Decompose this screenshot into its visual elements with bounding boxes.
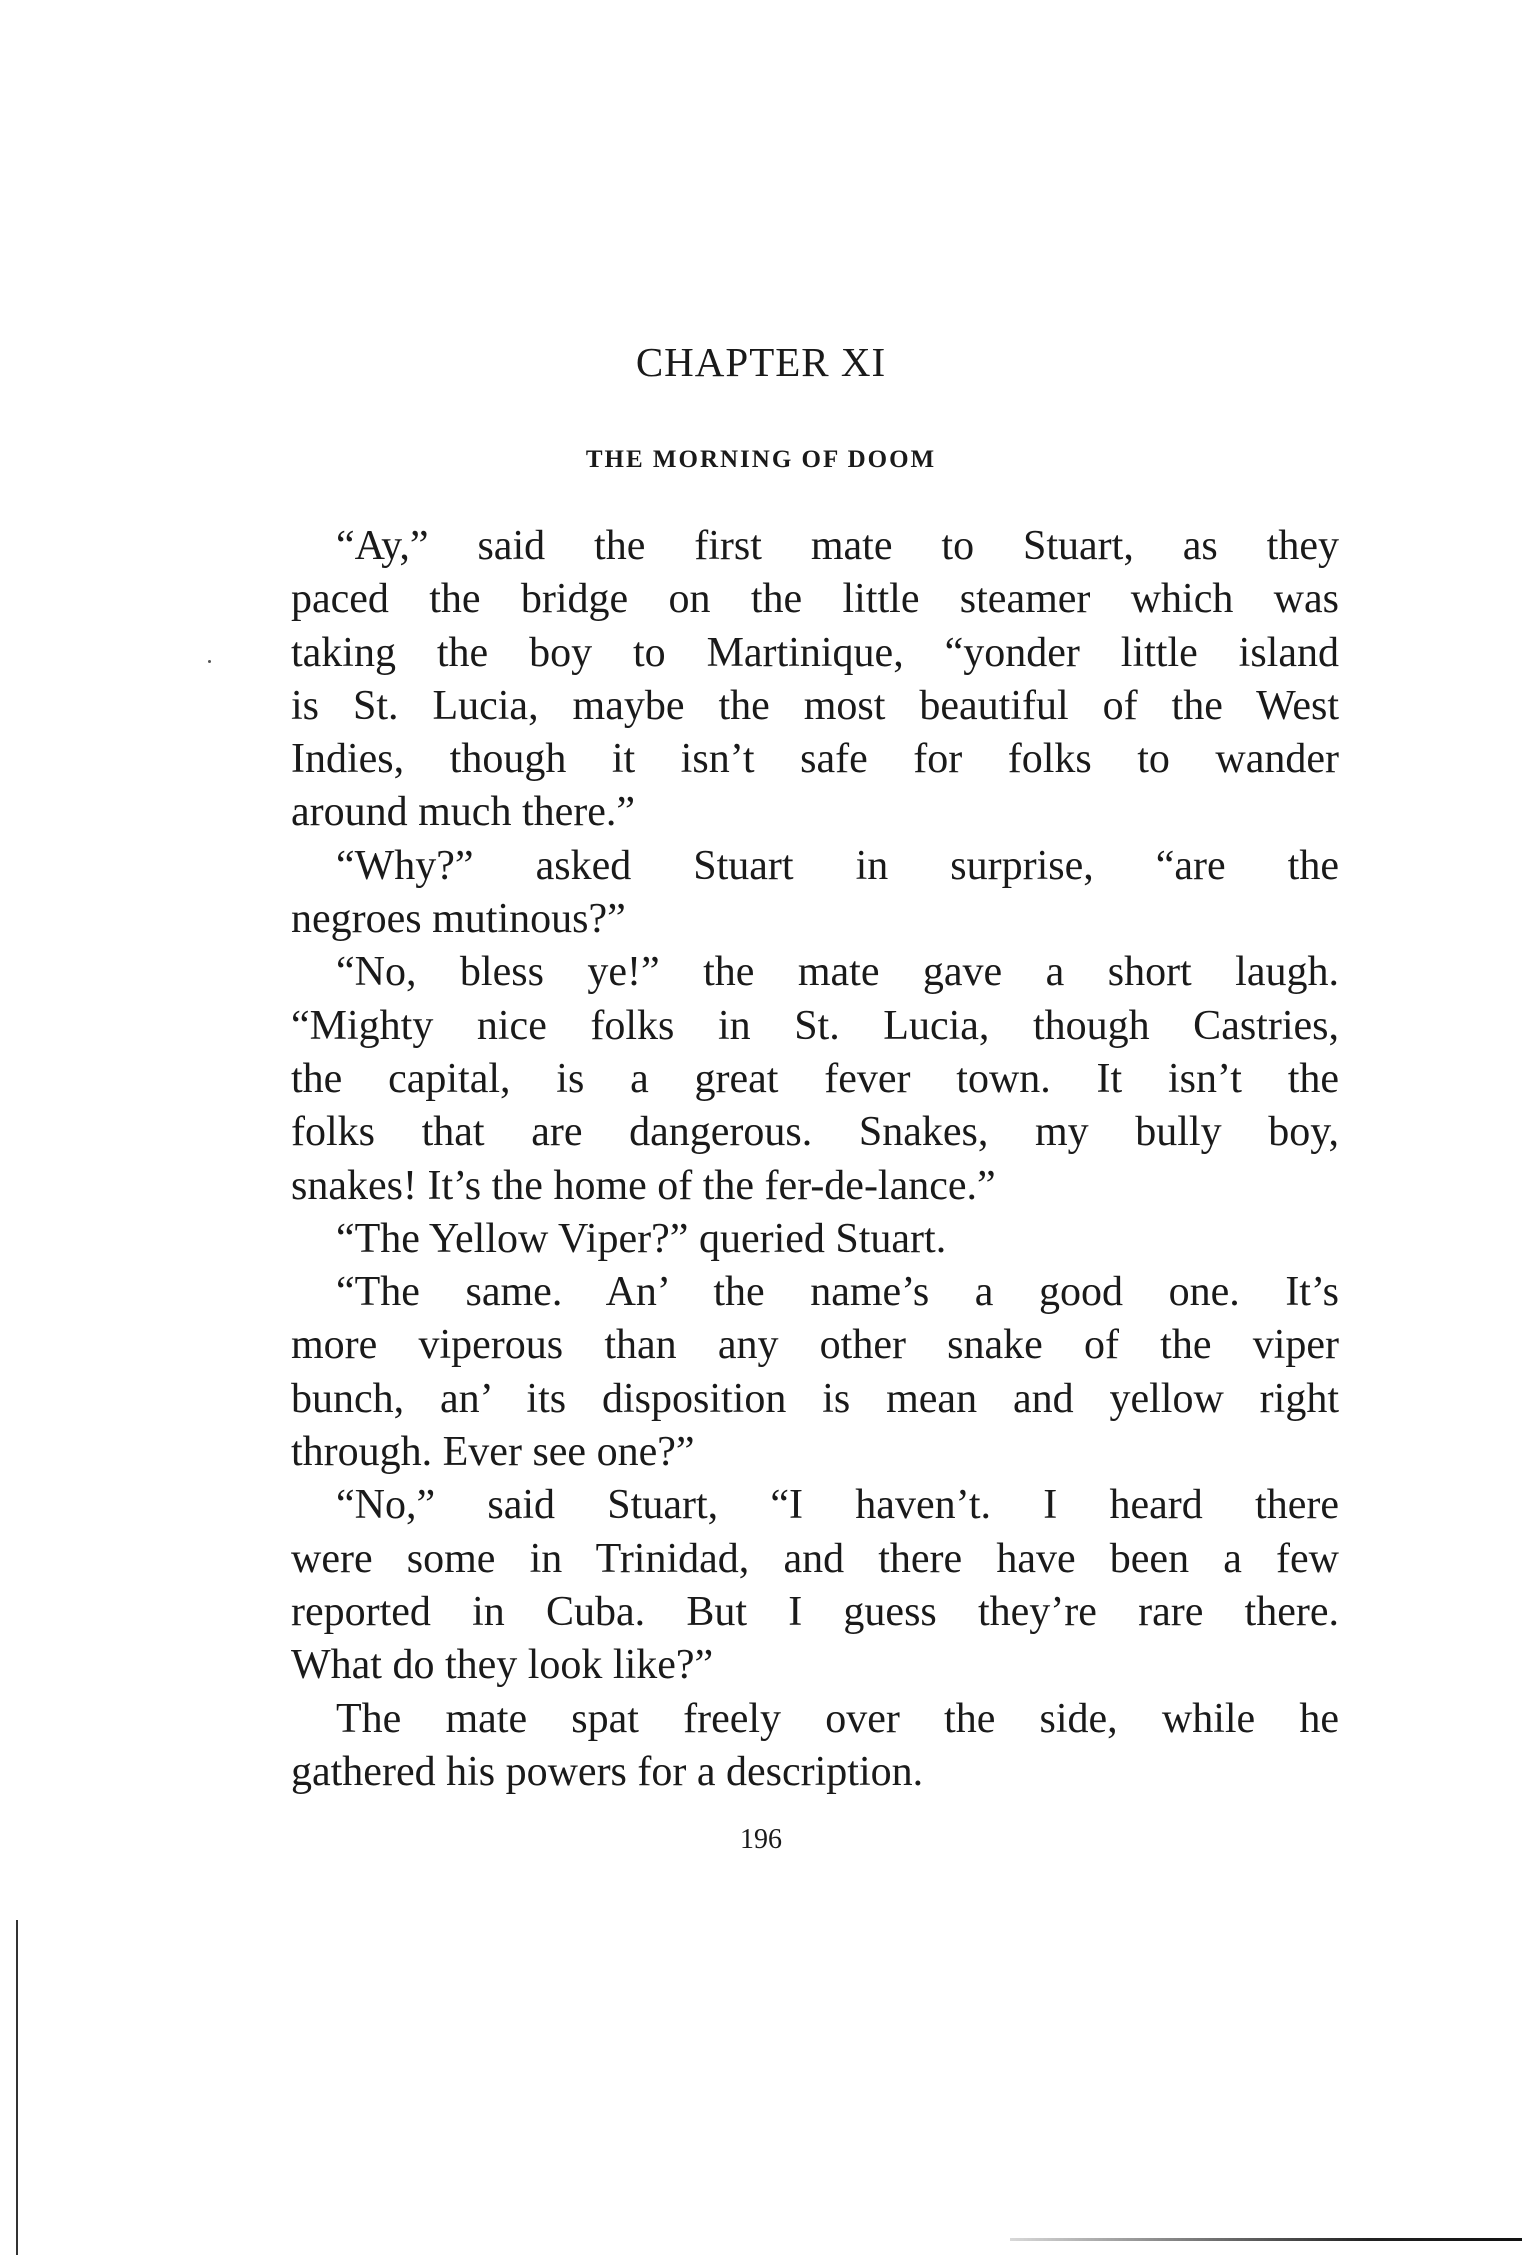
- text-line: folks that are dangerous. Snakes, my bully boy,: [291, 1109, 1339, 1156]
- text-line: paced the bridge on the little steamer which was: [291, 576, 1339, 623]
- text-line: were some in Trinidad, and there have been a few: [291, 1535, 1339, 1582]
- text-line: more viperous than any other snake of the viper: [291, 1322, 1339, 1369]
- chapter-subtitle: THE MORNING OF DOOM: [585, 446, 937, 473]
- text-line: is St. Lucia, maybe the most beautiful of the West: [291, 682, 1339, 729]
- text-line: “Ay,” said the first mate to Stuart, as they: [336, 523, 1339, 569]
- text-line: “The Yellow Viper?” queried Stuart.: [336, 1215, 947, 1262]
- text-line: “No,” said Stuart, “I haven’t. I heard there: [336, 1482, 1339, 1529]
- text-line: Indies, though it isn’t safe for folks to wander: [291, 736, 1339, 783]
- text-line: What do they look like?”: [291, 1642, 714, 1689]
- text-line: negroes mutinous?”: [291, 896, 626, 943]
- text-line: “The same. An’ the name’s a good one. It’s: [336, 1269, 1339, 1316]
- text-line: around much there.”: [291, 789, 636, 836]
- chapter-heading: CHAPTER XI: [635, 339, 887, 385]
- text-line: snakes! It’s the home of the fer-de-lance.”: [291, 1162, 996, 1209]
- body-text: [291, 520, 1339, 1799]
- text-line: “No, bless ye!” the mate gave a short laugh.: [336, 949, 1339, 996]
- text-line: “Mighty nice folks in St. Lucia, though Castries,: [291, 1002, 1339, 1049]
- text-line: bunch, an’ its disposition is mean and yellow right: [291, 1375, 1339, 1422]
- text-line: taking the boy to Martinique, “yonder little island: [291, 629, 1339, 676]
- scan-speck: [208, 660, 211, 663]
- scan-bottom-edge: [1010, 2238, 1522, 2241]
- text-line: reported in Cuba. But I guess they’re rare there.: [291, 1588, 1339, 1635]
- page-number: 196: [740, 1824, 782, 1855]
- text-line: through. Ever see one?”: [291, 1429, 695, 1476]
- text-line: the capital, is a great fever town. It isn’t the: [291, 1055, 1339, 1102]
- text-line: “Why?” asked Stuart in surprise, “are the: [336, 842, 1339, 889]
- text-line: gathered his powers for a description.: [291, 1748, 924, 1795]
- text-line: The mate spat freely over the side, while he: [336, 1695, 1339, 1742]
- scan-edge-line: [16, 1920, 18, 2255]
